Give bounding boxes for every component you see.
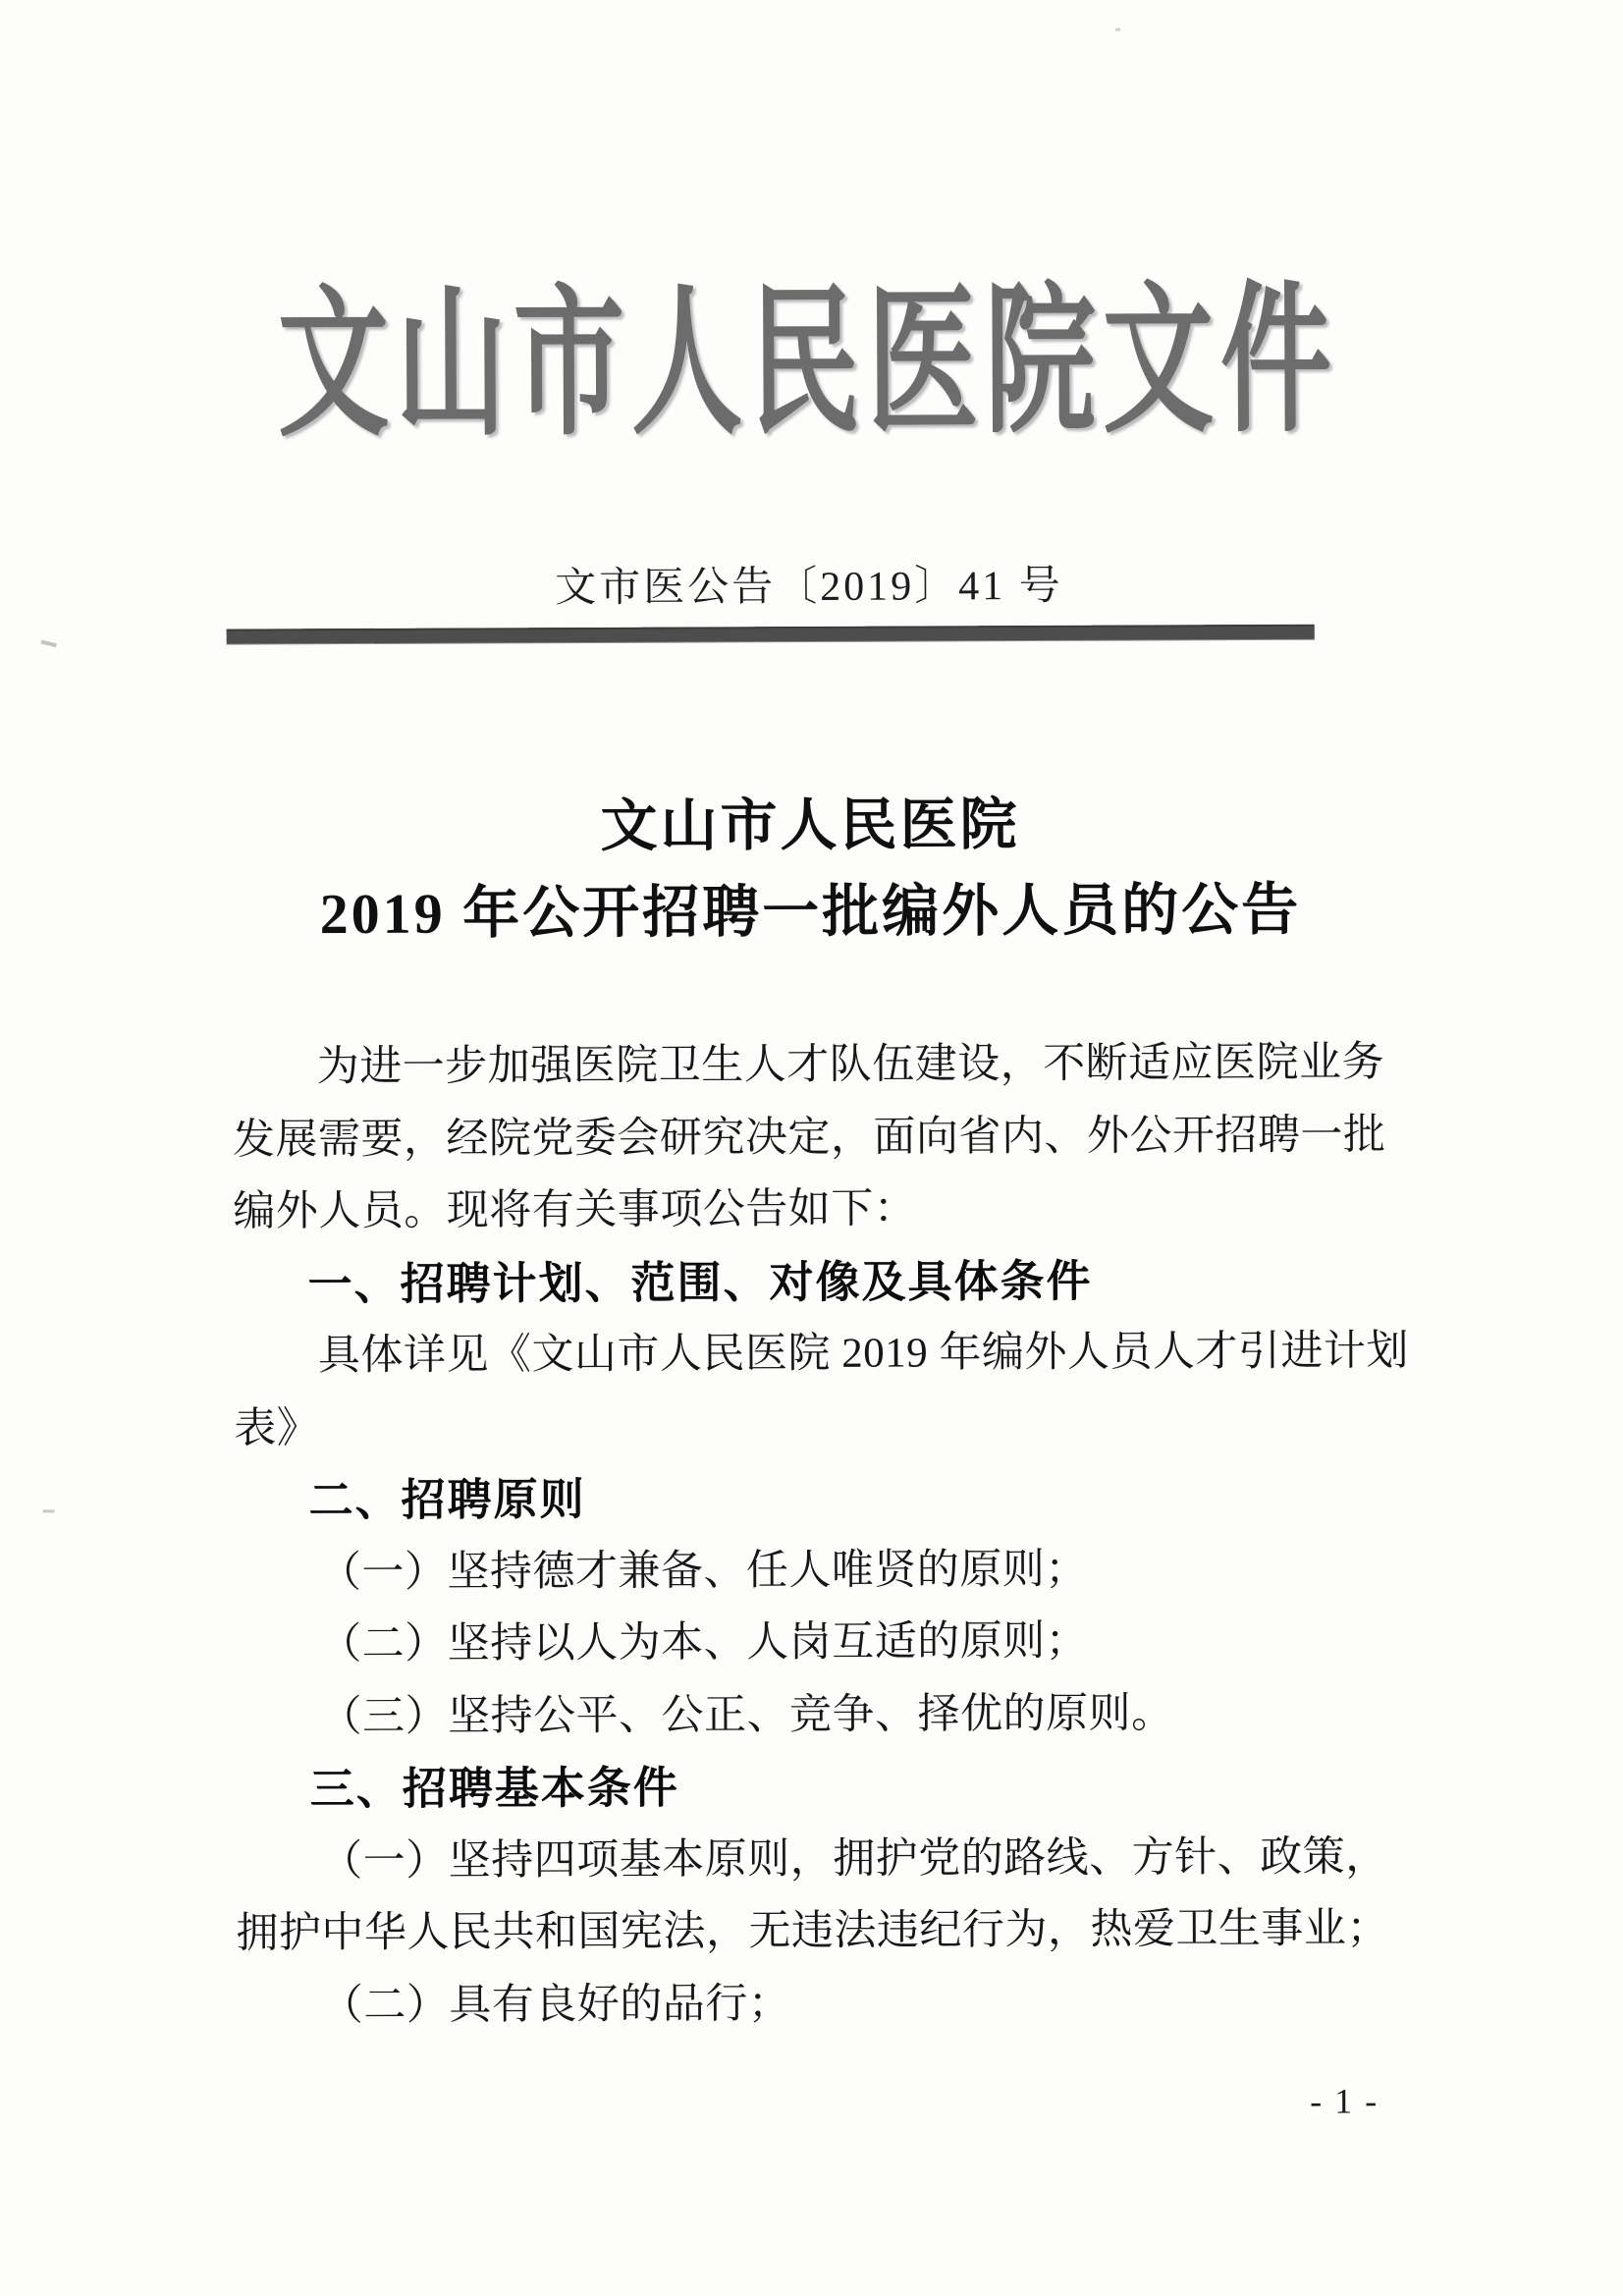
body-line: （二）具有良好的品行；	[320, 1980, 791, 2029]
section-heading: 二、招聘原则	[308, 1474, 586, 1526]
notice-title-line1: 文山市人民医院	[600, 793, 1020, 858]
body-line: 编外人员。现将有关事项公告如下：	[233, 1185, 917, 1235]
body-line: （一）坚持四项基本原则，拥护党的路线、方针、政策，	[320, 1832, 1388, 1885]
body-line: （三）坚持公平、公正、竞争、择优的原则。	[319, 1689, 1174, 1740]
notice-title	[0, 779, 1622, 958]
body-line: （二）坚持以人为本、人岗互适的原则；	[319, 1617, 1089, 1668]
scan-artifact	[43, 1509, 55, 1512]
header-divider-rule	[227, 625, 1315, 644]
scan-artifact	[1115, 28, 1120, 31]
body-line: 表》	[234, 1404, 320, 1452]
document-body	[232, 1027, 1410, 2043]
body-line: 具体详见《文山市人民医院 2019 年编外人员人才引进计划	[317, 1328, 1410, 1380]
section-heading: 三、招聘基本条件	[309, 1762, 679, 1815]
section-heading: 一、招聘计划、范围、对像及具体条件	[307, 1255, 1093, 1309]
body-line: 发展需要，经院党委会研究决定，面向省内、外公开招聘一批	[232, 1111, 1386, 1164]
notice-title-line2: 2019 年公开招聘一批编外人员的公告	[319, 877, 1302, 947]
page-number: - 1 -	[1310, 2081, 1380, 2121]
body-line: 拥护中华人民共和国宪法，无违法违纪行为，热爱卫生事业；	[236, 1905, 1390, 1957]
scan-artifact	[41, 640, 57, 648]
document-number: 文市医公告〔2019〕41 号	[555, 563, 1063, 612]
body-line: 为进一步加强医院卫生人才队伍建设，不断适应医院业务	[316, 1039, 1385, 1091]
body-line: （一）坚持德才兼备、任人唯贤的原则；	[318, 1546, 1088, 1596]
letterhead-title: 文山市人民医院文件	[277, 272, 1339, 457]
